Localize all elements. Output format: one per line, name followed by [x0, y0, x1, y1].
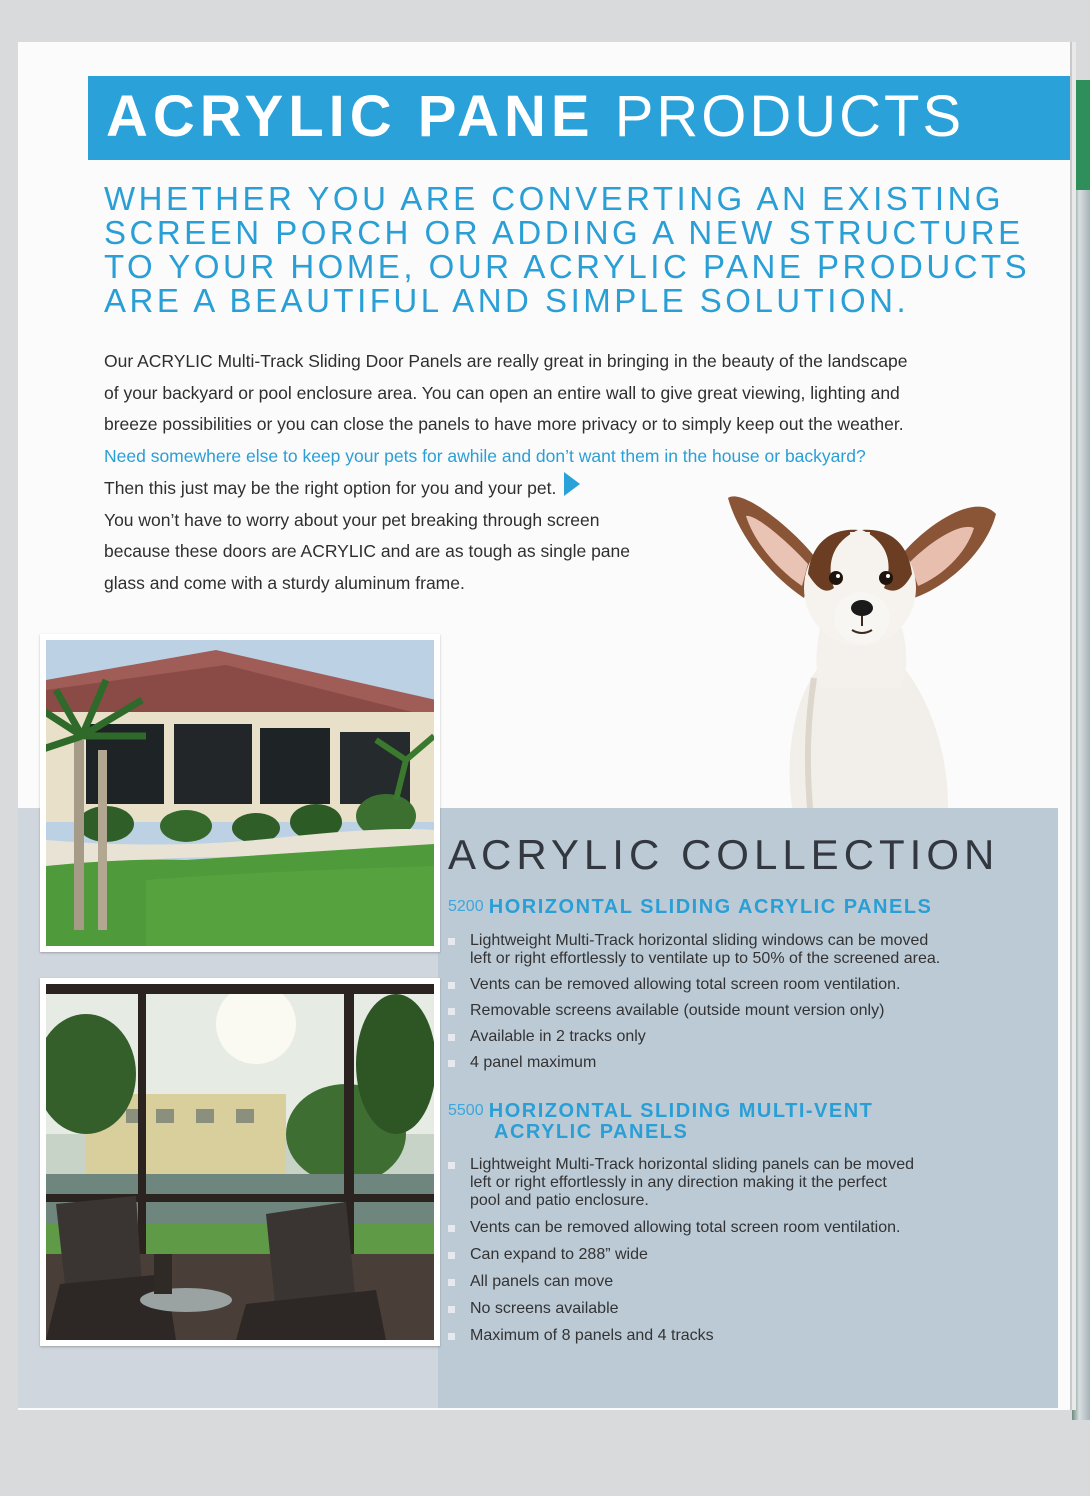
feature-item — [448, 1246, 914, 1264]
patio-interior-illustration — [46, 984, 434, 1340]
adjacent-page-edge — [1072, 80, 1090, 1420]
title-bold: ACRYLIC PANE — [106, 84, 595, 149]
collection-title: ACRYLIC COLLECTION — [448, 831, 1000, 878]
feature-item — [448, 1219, 914, 1237]
feature-item — [448, 1002, 940, 1020]
product-5500-features — [448, 1156, 914, 1354]
body-line: glass and come with a sturdy aluminum frame. — [104, 572, 465, 593]
feature-text: left or right effortlessly to ventilate up to 50% of the screened area. — [470, 950, 941, 967]
product-name: HORIZONTAL SLIDING MULTI-VENT — [488, 1100, 874, 1122]
feature-text: Maximum of 8 panels and 4 tracks — [470, 1327, 714, 1344]
body-line: Our ACRYLIC Multi-Track Sliding Door Panels are really great in bringing in the beauty of the landscape — [104, 351, 908, 371]
body-line: You won’t have to worry about your pet breaking through screen — [104, 509, 600, 530]
feature-text: Available in 2 tracks only — [470, 1028, 646, 1045]
patio-interior-photo — [40, 978, 440, 1346]
feature-text: left or right effortlessly in any direction making it the perfect — [470, 1174, 887, 1191]
body-line: of your backyard or pool enclosure area. You can open an entire wall to give great viewing, lighting and — [104, 382, 900, 403]
headline-line: TO YOUR HOME, OUR ACRYLIC PANE PRODUCTS — [104, 248, 1031, 285]
intro-headline — [104, 182, 1030, 318]
feature-item — [448, 1028, 940, 1046]
house-exterior-illustration — [46, 640, 434, 946]
feature-text: All panels can move — [470, 1273, 614, 1290]
feature-item — [448, 1327, 914, 1345]
feature-text: Can expand to 288” wide — [470, 1246, 648, 1263]
feature-item — [448, 1273, 914, 1291]
headline-line: SCREEN PORCH OR ADDING A NEW STRUCTURE — [104, 214, 1024, 251]
feature-item — [448, 1300, 914, 1318]
body-line-highlight: Need somewhere else to keep your pets for awhile and don’t want them in the house or backyard? — [104, 445, 866, 466]
feature-text: Removable screens available (outside mount version only) — [470, 1002, 885, 1019]
feature-text: Lightweight Multi-Track horizontal sliding windows can be moved — [470, 932, 929, 949]
product-5200-heading — [448, 896, 932, 918]
headline-line: ARE A BEAUTIFUL AND SIMPLE SOLUTION. — [104, 282, 910, 319]
dog-photo — [722, 478, 1002, 808]
page-title — [106, 82, 964, 152]
product-name: HORIZONTAL SLIDING ACRYLIC PANELS — [488, 896, 933, 918]
feature-text: No screens available — [470, 1300, 619, 1317]
body-line: breeze possibilities or you can close the panels to have more privacy or to simply keep out the weather. — [104, 414, 904, 434]
feature-text: pool and patio enclosure. — [470, 1192, 649, 1209]
title-light: PRODUCTS — [614, 84, 965, 149]
feature-text: Lightweight Multi-Track horizontal sliding panels can be moved — [470, 1156, 915, 1173]
adjacent-page-green-edge — [1072, 80, 1090, 190]
feature-item — [448, 1054, 940, 1072]
headline-line: WHETHER YOU ARE CONVERTING AN EXISTING — [104, 180, 1005, 217]
house-exterior-photo — [40, 634, 440, 952]
body-line: because these doors are ACRYLIC and are as tough as single pane — [104, 541, 630, 561]
feature-text: Vents can be removed allowing total screen room ventilation. — [470, 1219, 901, 1236]
feature-text: 4 panel maximum — [470, 1054, 597, 1071]
arrow-right-icon — [564, 472, 580, 496]
product-5200-features — [448, 932, 940, 1080]
feature-item — [448, 976, 940, 994]
product-code: 5500 — [448, 1102, 484, 1119]
feature-item — [448, 932, 940, 968]
product-5500-heading — [448, 1100, 1008, 1143]
feature-item — [448, 1156, 914, 1210]
body-line-highlight-text: Then this just may be the right option for you and your pet. — [104, 478, 557, 498]
product-name-line2: ACRYLIC PANELS — [494, 1121, 689, 1143]
product-code: 5200 — [448, 898, 484, 915]
feature-text: Vents can be removed allowing total screen room ventilation. — [470, 976, 901, 993]
